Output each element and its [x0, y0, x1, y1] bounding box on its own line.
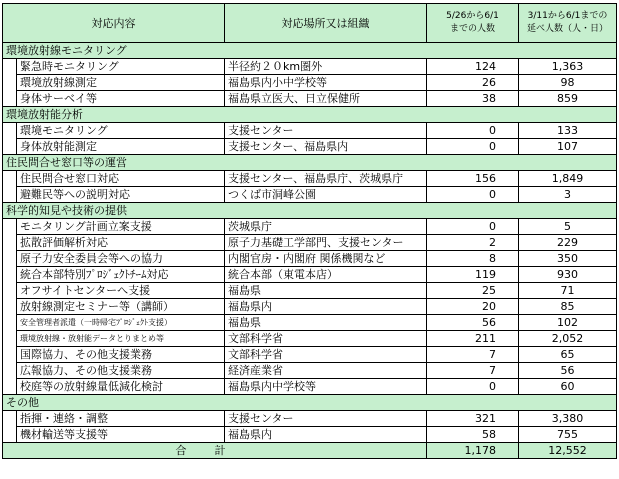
section-row — [3, 155, 617, 171]
total-count-cell: 98 — [519, 75, 617, 91]
indent-cell — [3, 59, 17, 75]
table-row — [3, 315, 617, 331]
table-row — [3, 347, 617, 363]
place-cell: 内閣官房・内閣府 関係機関など — [225, 251, 427, 267]
item-cell: 環境放射線測定 — [17, 75, 225, 91]
table-row — [3, 299, 617, 315]
item-cell: モニタリング計画立案支援 — [17, 219, 225, 235]
table-row — [3, 123, 617, 139]
item-cell: 校庭等の放射線量低減化検討 — [17, 379, 225, 395]
indent-cell — [3, 331, 17, 347]
section-row — [3, 395, 617, 411]
place-cell: 支援センター、福島県内 — [225, 139, 427, 155]
header-total — [519, 4, 617, 43]
section-row — [3, 203, 617, 219]
table-row — [3, 219, 617, 235]
place-cell: 統合本部（東電本店） — [225, 267, 427, 283]
total-week: 1,178 — [427, 443, 519, 459]
total-count-cell: 350 — [519, 251, 617, 267]
total-count-cell: 229 — [519, 235, 617, 251]
table-row — [3, 379, 617, 395]
total-count-cell: 65 — [519, 347, 617, 363]
indent-cell — [3, 187, 17, 203]
item-cell: 安全管理者派遣（一時帰宅ﾌﾟﾛｼﾞｪｸﾄ支援） — [17, 315, 225, 331]
item-cell: 緊急時モニタリング — [17, 59, 225, 75]
table-body — [3, 4, 617, 459]
item-cell: 指揮・連絡・調整 — [17, 411, 225, 427]
table-row — [3, 411, 617, 427]
item-cell: オフサイトセンターへ支援 — [17, 283, 225, 299]
indent-cell — [3, 283, 17, 299]
week-count-cell: 0 — [427, 379, 519, 395]
place-cell: つくば市洞峰公園 — [225, 187, 427, 203]
total-cumulative: 12,552 — [519, 443, 617, 459]
total-count-cell: 5 — [519, 219, 617, 235]
indent-cell — [3, 139, 17, 155]
item-cell: 身体サーベイ等 — [17, 91, 225, 107]
table-row — [3, 427, 617, 443]
indent-cell — [3, 91, 17, 107]
table-row — [3, 235, 617, 251]
week-count-cell: 26 — [427, 75, 519, 91]
indent-cell — [3, 411, 17, 427]
place-cell: 福島県 — [225, 315, 427, 331]
week-count-cell: 25 — [427, 283, 519, 299]
place-cell: 福島県内小中学校等 — [225, 75, 427, 91]
week-count-cell: 58 — [427, 427, 519, 443]
week-count-cell: 124 — [427, 59, 519, 75]
indent-cell — [3, 267, 17, 283]
table-row — [3, 363, 617, 379]
place-cell: 文部科学省 — [225, 347, 427, 363]
indent-cell — [3, 363, 17, 379]
place-cell: 福島県内 — [225, 427, 427, 443]
week-count-cell: 211 — [427, 331, 519, 347]
total-count-cell: 102 — [519, 315, 617, 331]
place-cell: 文部科学省 — [225, 331, 427, 347]
header-row — [3, 4, 617, 43]
header-week-line1: 5/26から6/1 — [446, 11, 499, 21]
item-cell: 統合本部特別ﾌﾟﾛｼﾞｪｸﾄﾁｰﾑ対応 — [17, 267, 225, 283]
place-cell: 原子力基礎工学部門、支援センター — [225, 235, 427, 251]
week-count-cell: 0 — [427, 219, 519, 235]
total-count-cell: 56 — [519, 363, 617, 379]
indent-cell — [3, 347, 17, 363]
total-count-cell: 71 — [519, 283, 617, 299]
total-count-cell: 3,380 — [519, 411, 617, 427]
section-title: 科学的知見や技術の提供 — [3, 203, 617, 219]
section-title: 住民問合せ窓口等の運営 — [3, 155, 617, 171]
table-row — [3, 331, 617, 347]
week-count-cell: 0 — [427, 139, 519, 155]
place-cell: 福島県内中学校等 — [225, 379, 427, 395]
total-row — [3, 443, 617, 459]
place-cell: 福島県内 — [225, 299, 427, 315]
place-cell: 福島県立医大、日立保健所 — [225, 91, 427, 107]
table-row — [3, 75, 617, 91]
week-count-cell: 119 — [427, 267, 519, 283]
place-cell: 福島県 — [225, 283, 427, 299]
indent-cell — [3, 235, 17, 251]
indent-cell — [3, 299, 17, 315]
total-count-cell: 1,849 — [519, 171, 617, 187]
indent-cell — [3, 171, 17, 187]
week-count-cell: 321 — [427, 411, 519, 427]
week-count-cell: 156 — [427, 171, 519, 187]
total-count-cell: 3 — [519, 187, 617, 203]
section-title: 環境放射線モニタリング — [3, 43, 617, 59]
section-title: 環境放射能分析 — [3, 107, 617, 123]
place-cell: 茨城県庁 — [225, 219, 427, 235]
section-title: その他 — [3, 395, 617, 411]
indent-cell — [3, 427, 17, 443]
week-count-cell: 7 — [427, 363, 519, 379]
indent-cell — [3, 123, 17, 139]
item-cell: 環境放射線・放射能データとりまとめ等 — [17, 331, 225, 347]
place-cell: 支援センター、福島県庁、茨城県庁 — [225, 171, 427, 187]
dispatch-table — [2, 3, 617, 459]
item-cell: 拡散評価解析対応 — [17, 235, 225, 251]
item-cell: 国際協力、その他支援業務 — [17, 347, 225, 363]
place-cell: 半径約２０km圏外 — [225, 59, 427, 75]
week-count-cell: 38 — [427, 91, 519, 107]
item-cell: 身体放射能測定 — [17, 139, 225, 155]
item-cell: 環境モニタリング — [17, 123, 225, 139]
place-cell: 支援センター — [225, 411, 427, 427]
total-count-cell: 107 — [519, 139, 617, 155]
header-total-line2: 延べ人数（人・日） — [526, 24, 608, 34]
table-row — [3, 251, 617, 267]
table-row — [3, 91, 617, 107]
total-count-cell: 133 — [519, 123, 617, 139]
week-count-cell: 0 — [427, 187, 519, 203]
table-row — [3, 283, 617, 299]
total-count-cell: 930 — [519, 267, 617, 283]
item-cell: 原子力安全委員会等への協力 — [17, 251, 225, 267]
table-row — [3, 139, 617, 155]
header-total-line1: 3/11から6/1までの — [527, 11, 608, 21]
section-row — [3, 43, 617, 59]
week-count-cell: 56 — [427, 315, 519, 331]
total-count-cell: 859 — [519, 91, 617, 107]
table-row — [3, 59, 617, 75]
week-count-cell: 0 — [427, 123, 519, 139]
table-row — [3, 171, 617, 187]
total-count-cell: 2,052 — [519, 331, 617, 347]
total-label: 合計 — [3, 443, 427, 459]
week-count-cell: 7 — [427, 347, 519, 363]
header-week — [427, 4, 519, 43]
header-week-line2: までの人数 — [449, 24, 495, 34]
indent-cell — [3, 219, 17, 235]
place-cell: 支援センター — [225, 123, 427, 139]
item-cell: 広報協力、その他支援業務 — [17, 363, 225, 379]
total-count-cell: 60 — [519, 379, 617, 395]
indent-cell — [3, 379, 17, 395]
item-cell: 避難民等への説明対応 — [17, 187, 225, 203]
header-place: 対応場所又は組織 — [225, 4, 427, 43]
total-count-cell: 1,363 — [519, 59, 617, 75]
indent-cell — [3, 251, 17, 267]
total-count-cell: 85 — [519, 299, 617, 315]
section-row — [3, 107, 617, 123]
week-count-cell: 20 — [427, 299, 519, 315]
table-row — [3, 187, 617, 203]
week-count-cell: 2 — [427, 235, 519, 251]
total-count-cell: 755 — [519, 427, 617, 443]
indent-cell — [3, 315, 17, 331]
place-cell: 経済産業省 — [225, 363, 427, 379]
item-cell: 機材輸送等支援等 — [17, 427, 225, 443]
item-cell: 放射線測定セミナー等（講師） — [17, 299, 225, 315]
header-content: 対応内容 — [3, 4, 225, 43]
week-count-cell: 8 — [427, 251, 519, 267]
table-row — [3, 267, 617, 283]
item-cell: 住民問合せ窓口対応 — [17, 171, 225, 187]
indent-cell — [3, 75, 17, 91]
